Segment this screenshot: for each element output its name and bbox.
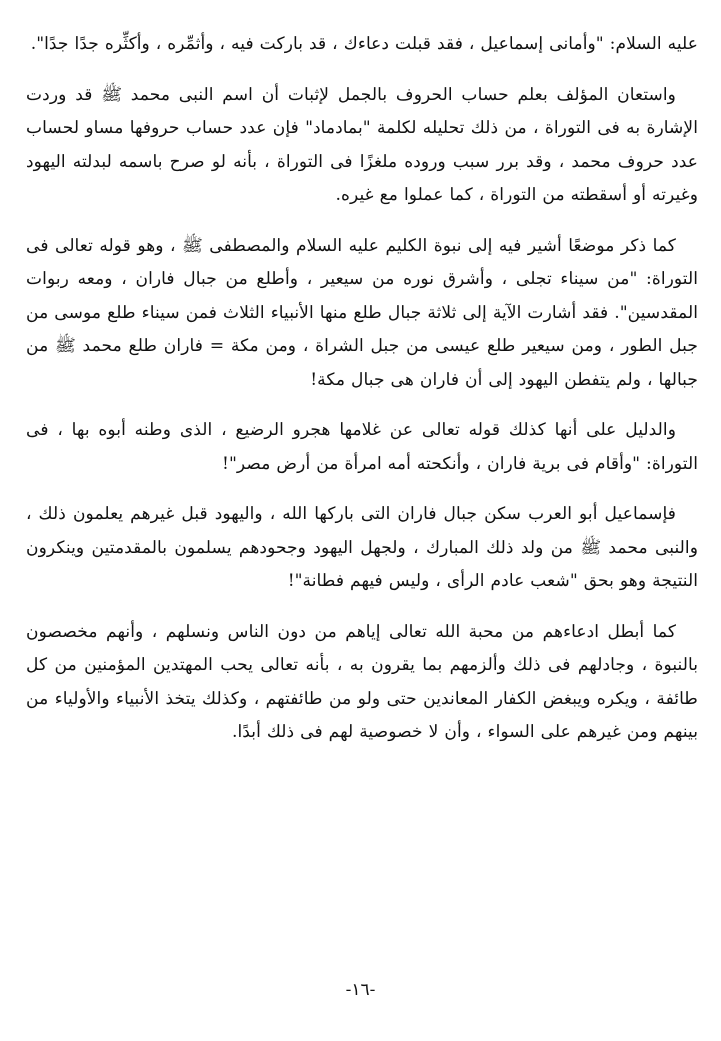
paragraph-chosen-claim: كما أبطل ادعاءهم من محبة الله تعالى إياهم من دون الناس ونسلهم ، وأنهم مخصصون بالنبوة ، وجادلهم فى ذلك وألزمهم بما يقرون به ، بأنه تعالى يحب المهتدين المؤمنين من كل طائفة ، ويكره ويبغض الكفار المعاندين حتى ولو من طائفتهم ، وكذلك يتخذ الأنبياء والأولياء من بينهم ومن غيرهم على السواء ، وأن لا خصوصية لهم فى ذلك أبدًا. [26, 621, 698, 742]
paragraph-continuation: عليه السلام: "وأمانى إسماعيل ، فقد قبلت دعاءك ، قد باركت فيه ، وأثمِّره ، وأكثِّره جدًا جدًا". [30, 34, 698, 54]
paragraph-three-mountains: كما ذكر موضعًا أشير فيه إلى نبوة الكليم عليه السلام والمصطفى ﷺ ، وهو قوله تعالى فى التوراة: "من سيناء تجلى ، وأشرق نوره من سيعير ، وأطلع من جبال فاران ، ومعه ربوات المقدسين". فقد أشارت الآية إلى ثلاثة جبال طلع منها الأنبياء الثلاث فمن سيناء طلع موسى من جبل الطور ، ومن سيعير طلع عيسى من جبل الشراة ، ومن مكة = فاران طلع محمد ﷺ من جبالها ، ولم يتفطن اليهود إلى أن فاران هى جبال مكة! [26, 235, 698, 390]
paragraph-ishmael: فإسماعيل أبو العرب سكن جبال فاران التى باركها الله ، واليهود قبل غيرهم يعلمون ذلك ، والنبى محمد ﷺ من ولد ذلك المبارك ، ولجهل اليهود وجحودهم يسلمون بالمقدمتين وينكرون النتيجة وهو بحق "شعب عادم الرأى ، وليس فيهم فطانة"! [26, 504, 698, 591]
page-body [26, 28, 698, 767]
page-number: -١٦- [345, 980, 376, 1000]
paragraph-gematria: واستعان المؤلف بعلم حساب الحروف بالجمل لإثبات أن اسم النبى محمد ﷺ قد وردت الإشارة به فى التوراة ، من ذلك تحليله لكلمة "بمادماد" فإن عدد حساب حروفها مساو لحساب عدد حروف محمد ، وقد برر سبب وروده ملغزًا فى التوراة ، بأنه لو صرح باسمه لبدلته اليهود وغيرته أو أسقطته من التوراة ، كما عملوا مع غيره. [26, 84, 698, 205]
paragraph-paran-evidence: والدليل على أنها كذلك قوله تعالى عن غلامها هجرو الرضيع ، الذى وطنه أبوه بها ، فى التوراة: "وأقام فى برية فاران ، وأنكحته أمه امرأة من أرض مصر"! [26, 420, 698, 474]
